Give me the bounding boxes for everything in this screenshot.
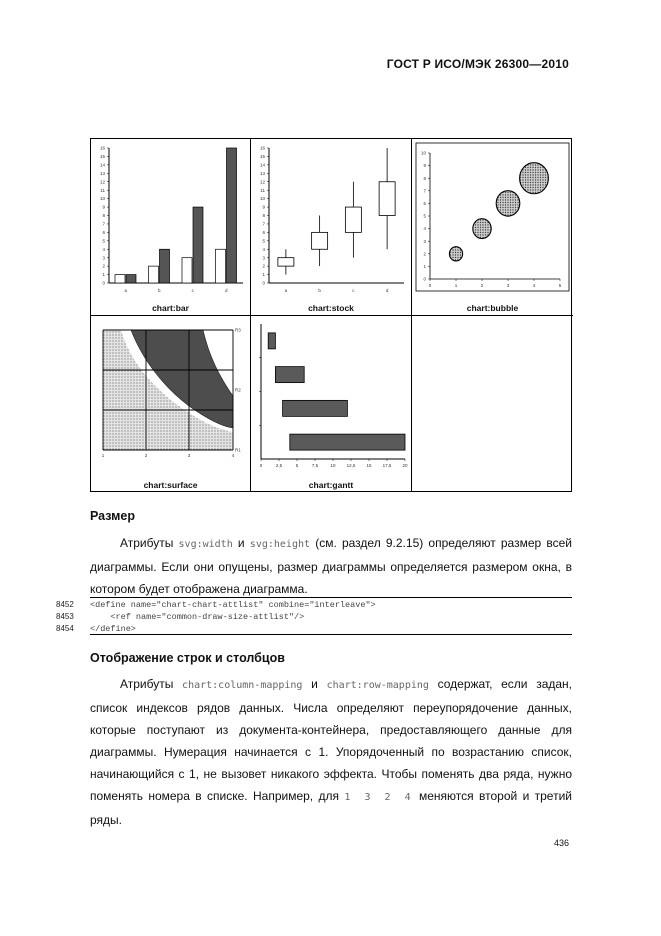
stock-y-tick-label: 16 [259, 145, 265, 151]
code-line: <ref name="common-draw-size-attlist"/> [90, 612, 305, 622]
stock-y-tick-label: 10 [259, 196, 265, 202]
bar-y-tick-label: 13 [99, 170, 105, 176]
bubble-chart-caption: chart:bubble [466, 303, 519, 313]
bar-y-tick-label: 15 [99, 154, 105, 160]
bar-series-2-c [193, 207, 203, 283]
stock-y-tick-label: 4 [262, 246, 265, 252]
bubble-y-tick-label: 2 [423, 251, 426, 257]
stock-x-tick-label: b [318, 288, 321, 293]
bubble-y-tick-label: 5 [423, 213, 426, 219]
gantt-x-tick-label: 2,5 [275, 463, 283, 468]
bar-y-tick-label: 1 [102, 272, 105, 278]
bubble-y-tick-label: 10 [420, 150, 426, 156]
stock-chart-caption: chart:stock [308, 303, 354, 313]
stock-y-tick-label: 8 [262, 213, 265, 219]
bubble-y-tick-label: 7 [423, 188, 426, 194]
surface-x-tick-label: 2 [144, 453, 148, 458]
gantt-task-1 [268, 333, 275, 349]
stock-y-tick-label: 12 [259, 179, 265, 185]
surface-x-tick-label: 4 [231, 453, 235, 458]
text-run: (см. раздел 9.2.15) определяют размер всей диаграммы. Если они опущены, размер диаграммы определяется размером окна, в котором будет отображена диаграмма. [90, 536, 572, 596]
bar-y-tick-label: 0 [102, 280, 105, 286]
inline-code: chart:column-mapping [182, 680, 303, 691]
bar-y-tick-label: 12 [99, 179, 105, 185]
bar-y-tick-label: 2 [102, 263, 105, 269]
text-run: Атрибуты [120, 536, 179, 550]
surface-x-tick-label: 3 [187, 453, 191, 458]
stock-y-tick-label: 14 [259, 162, 265, 168]
stock-y-tick-label: 3 [262, 255, 265, 261]
stock-y-tick-label: 1 [262, 272, 265, 278]
stock-y-tick-label: 0 [262, 280, 265, 286]
bubble-point-1 [449, 247, 462, 261]
surface-chart-caption: chart:surface [143, 480, 198, 490]
gantt-chart-cell [251, 316, 412, 492]
stock-candle-d [379, 182, 395, 216]
bar-y-tick-label: 16 [99, 145, 105, 151]
gantt-x-tick-label: 12,5 [346, 463, 356, 468]
bubble-x-tick-label: 1 [454, 283, 458, 288]
bubble-frame [416, 143, 569, 291]
stock-y-tick-label: 15 [259, 154, 265, 160]
bubble-y-tick-label: 4 [423, 226, 426, 232]
line-number: 8454 [56, 624, 74, 633]
bar-series-1-c [182, 258, 192, 283]
bar-y-tick-label: 3 [102, 255, 105, 261]
bubble-chart-cell [412, 139, 573, 316]
bar-series-1-b [149, 266, 159, 283]
gantt-task-3 [283, 400, 348, 416]
line-number: 8453 [56, 612, 74, 621]
bubble-y-tick-label: 9 [423, 163, 426, 169]
gantt-x-tick-label: 20 [402, 463, 408, 468]
bubble-point-4 [520, 163, 549, 194]
gantt-chart [251, 316, 412, 492]
bubble-x-tick-label: 4 [532, 283, 536, 288]
stock-y-tick-label: 6 [262, 229, 265, 235]
bar-y-tick-label: 7 [102, 221, 105, 227]
code-listing [90, 597, 572, 635]
stock-y-tick-label: 9 [262, 204, 265, 210]
chart-grid [90, 138, 572, 492]
empty-cell [412, 316, 573, 492]
text-run: меняются второй и третий ряды. [90, 789, 572, 827]
stock-candle-b [312, 232, 328, 249]
bubble-y-tick-label: 6 [423, 201, 426, 206]
bar-y-tick-label: 4 [102, 246, 105, 252]
bubble-chart [412, 139, 572, 316]
bar-series-2-a [126, 275, 136, 283]
bar-x-tick-label: b [157, 288, 161, 293]
bar-y-tick-label: 5 [102, 238, 105, 244]
bar-chart-caption: chart:bar [152, 303, 189, 313]
mapping-paragraph [90, 673, 572, 831]
stock-y-tick-label: 13 [259, 170, 265, 176]
stock-x-tick-label: c [352, 288, 355, 293]
bubble-y-tick-label: 1 [423, 264, 426, 269]
stock-candle-c [345, 207, 361, 232]
gantt-x-tick-label: 5 [295, 463, 299, 468]
stock-y-tick-label: 11 [260, 187, 265, 193]
surface-y-tick-label: R3 [235, 327, 241, 333]
bubble-y-tick-label: 3 [423, 238, 426, 244]
stock-chart-cell [251, 139, 412, 316]
bubble-x-tick-label: 3 [506, 283, 510, 288]
document-header: ГОСТ Р ИСО/МЭК 26300—2010 [386, 57, 569, 71]
bubble-x-tick-label: 2 [480, 283, 484, 288]
inline-code: 1 3 2 4 [344, 792, 414, 803]
bar-series-2-d [227, 148, 237, 283]
inline-code: svg:width [178, 539, 233, 550]
bubble-point-3 [496, 191, 520, 216]
bar-x-tick-label: d [224, 288, 228, 293]
surface-y-tick-label: R2 [235, 387, 241, 393]
stock-chart [251, 139, 412, 316]
bar-y-tick-label: 9 [102, 204, 105, 210]
stock-y-tick-label: 2 [262, 263, 265, 269]
gantt-x-tick-label: 7,5 [311, 463, 319, 468]
surface-chart-cell [91, 316, 251, 492]
bar-y-tick-label: 11 [100, 187, 105, 193]
stock-candle-a [278, 258, 294, 266]
inline-code: chart:row-mapping [326, 680, 429, 691]
bar-x-tick-label: c [191, 288, 194, 293]
bar-series-1-a [115, 275, 125, 283]
stock-y-tick-label: 7 [262, 221, 265, 227]
surface-x-tick-label: 1 [101, 453, 105, 458]
bar-y-tick-label: 10 [99, 196, 105, 202]
stock-y-tick-label: 5 [262, 238, 265, 244]
surface-chart [91, 316, 251, 492]
code-line: <define name="chart-chart-attlist" combine="interleave"> [90, 600, 376, 610]
inline-code: svg:height [249, 539, 311, 550]
gantt-x-tick-label: 17,5 [382, 463, 392, 468]
page-number: 436 [553, 838, 569, 848]
bar-series-1-d [216, 249, 226, 283]
bar-series-2-b [160, 249, 170, 283]
gantt-x-tick-label: 15 [366, 463, 372, 468]
code-line: </define> [90, 624, 136, 634]
section-title-mapping: Отображение строк и столбцов [90, 651, 285, 665]
bubble-x-tick-label: 5 [558, 283, 562, 288]
surface-y-tick-label: R1 [235, 447, 241, 453]
section-title-size: Размер [90, 509, 136, 523]
text-run: Атрибуты [120, 677, 183, 691]
bar-y-tick-label: 14 [99, 162, 105, 168]
size-paragraph [90, 532, 572, 600]
stock-x-tick-label: a [284, 288, 288, 293]
bubble-y-tick-label: 0 [423, 276, 426, 282]
gantt-x-tick-label: 10 [330, 463, 336, 468]
text-run: и [302, 677, 327, 691]
bar-chart-cell [91, 139, 251, 316]
bubble-x-tick-label: 0 [428, 283, 432, 288]
bubble-point-2 [473, 219, 491, 239]
line-number: 8452 [56, 600, 74, 609]
bubble-y-tick-label: 8 [423, 175, 426, 181]
gantt-task-2 [275, 367, 304, 383]
bar-chart [91, 139, 251, 316]
stock-x-tick-label: d [385, 288, 389, 293]
gantt-task-4 [290, 434, 405, 450]
bar-x-tick-label: a [124, 288, 128, 293]
bar-y-tick-label: 6 [102, 229, 105, 235]
text-run: содержат, если задан, список индексов рядов данных. Числа определяют переупорядочение данных, которые поступают из документа-контейнера, предоставляющего данные для диаграммы. Нумерация начинается с 1. Упорядоченный по возрастанию список, начинающийся с 1, не вызовет никакого эффекта. Чтобы поменять два ряда, нужно поменять номера в списке. Например, для [90, 677, 573, 803]
gantt-x-tick-label: 0 [259, 463, 263, 468]
bar-y-tick-label: 8 [102, 213, 105, 219]
text-run: и [232, 536, 250, 550]
gantt-chart-caption: chart:gantt [308, 480, 354, 490]
